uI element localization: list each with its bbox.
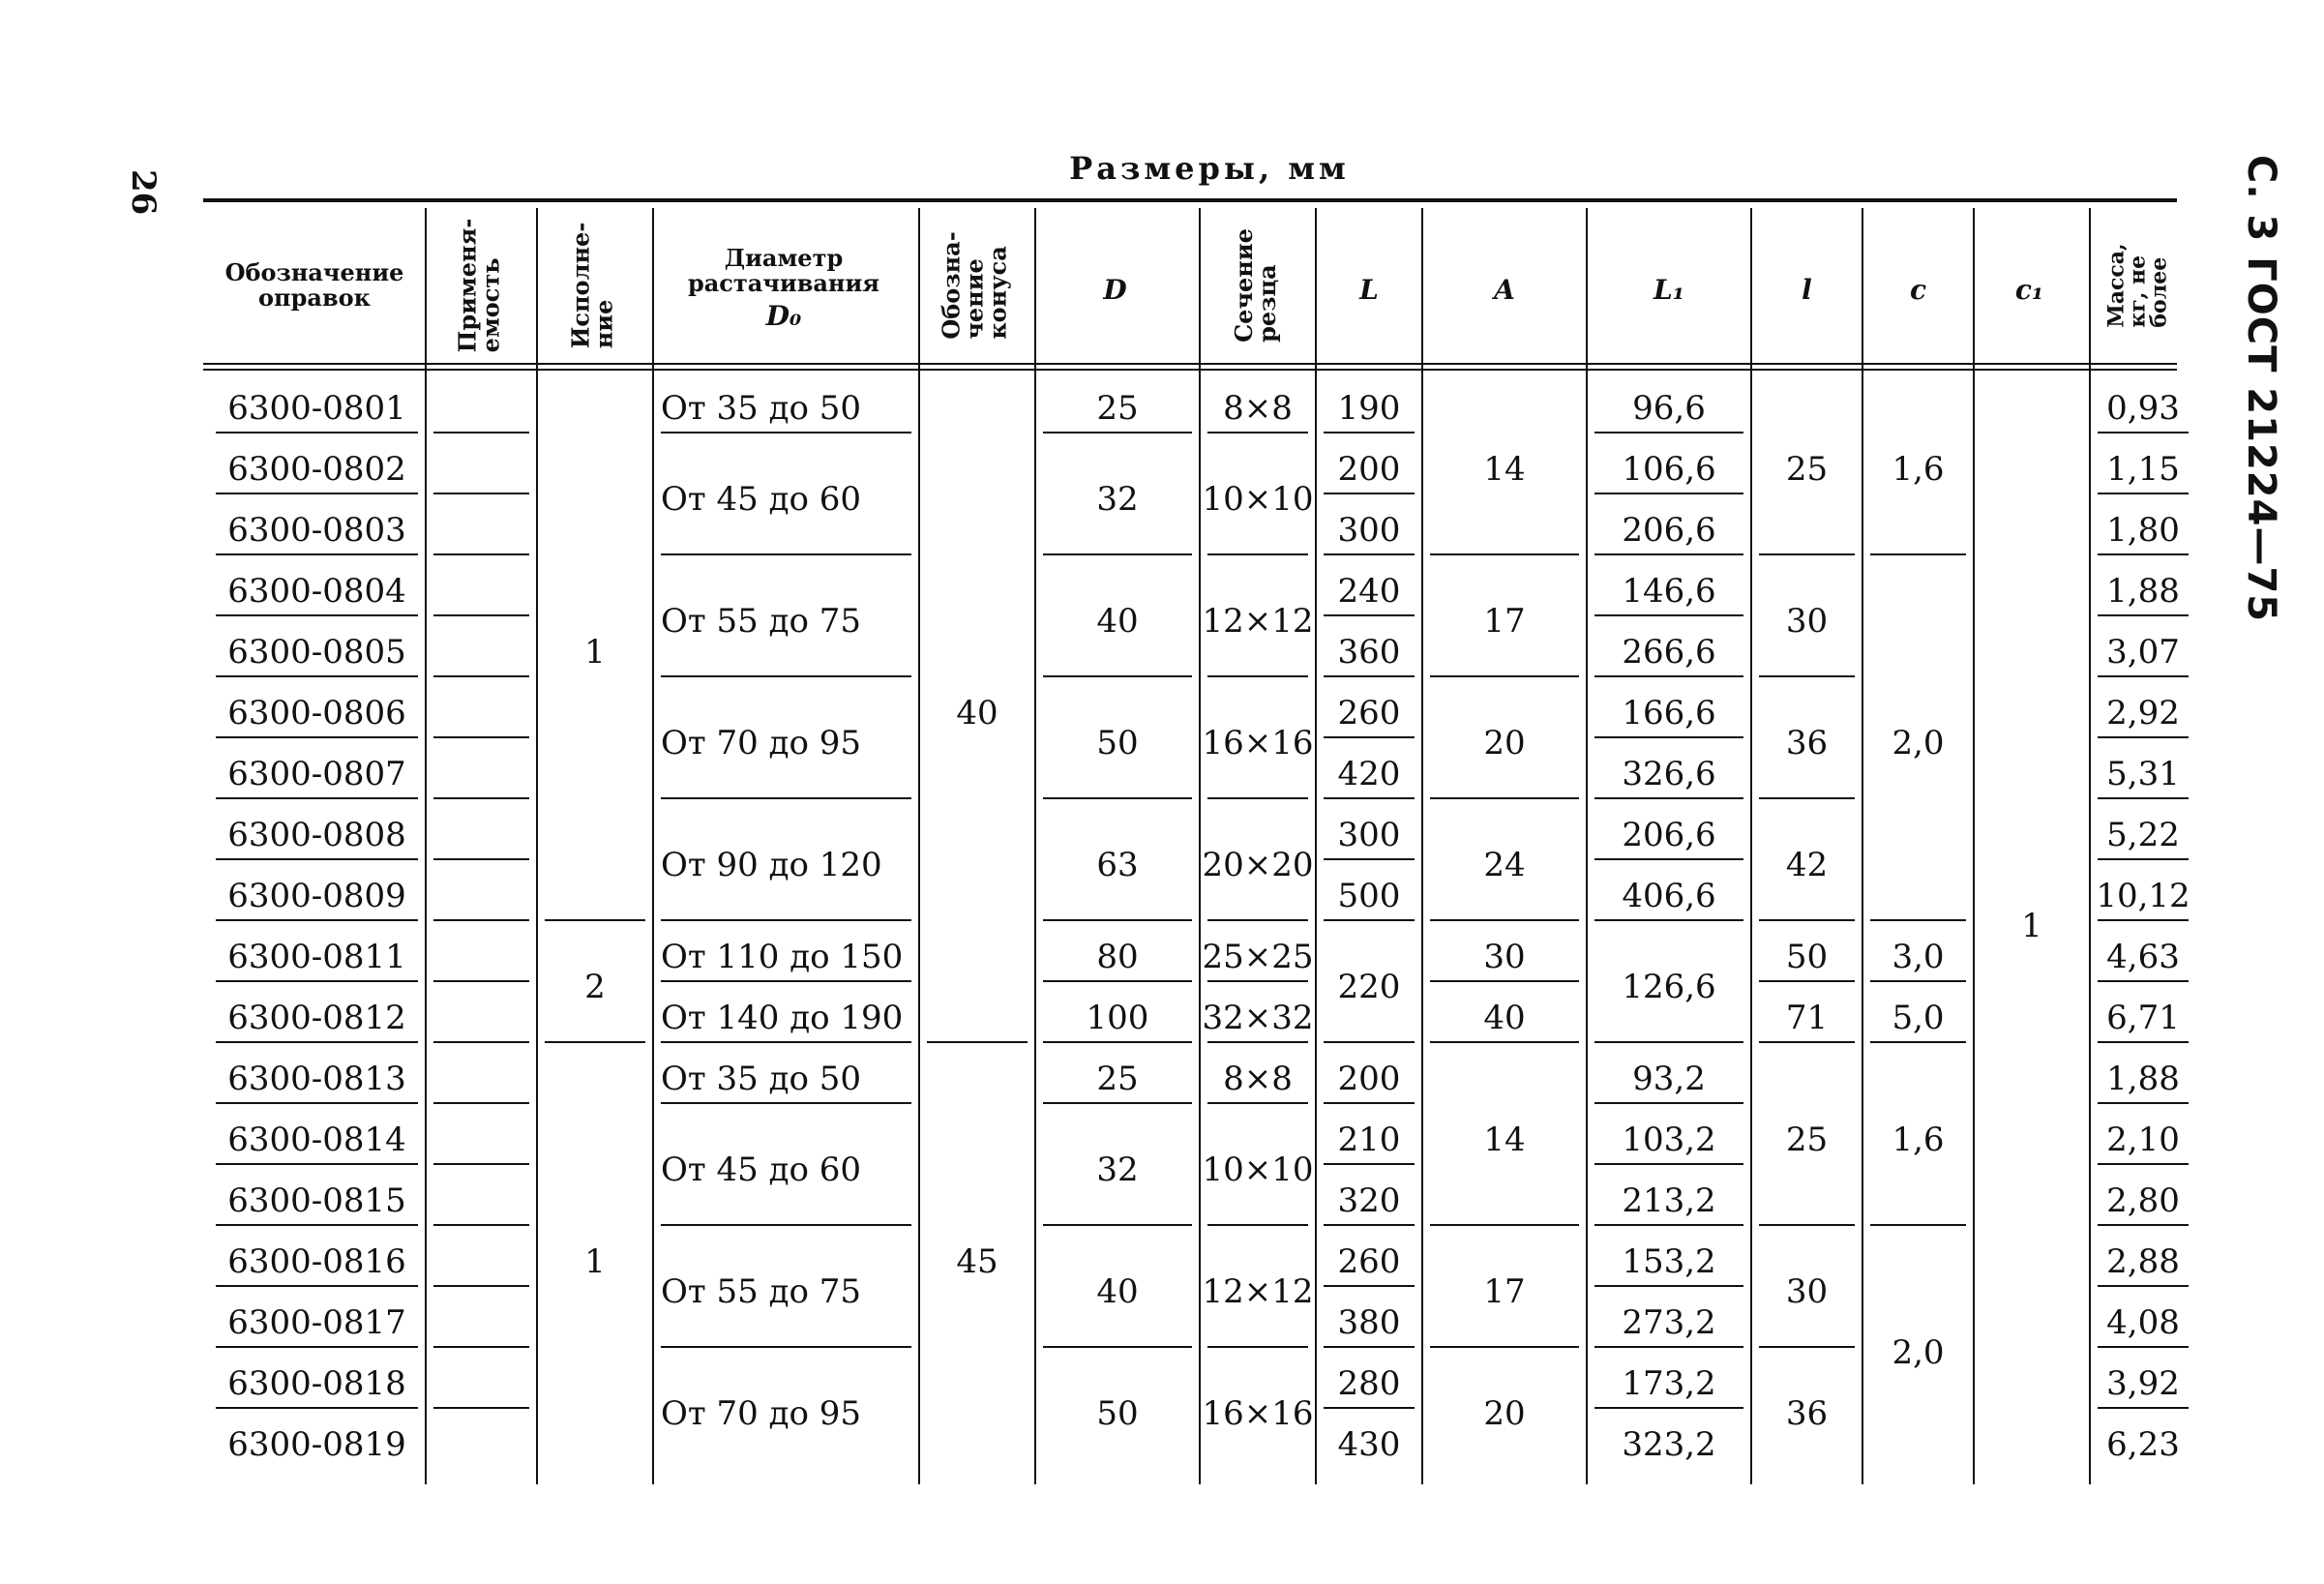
mass-cell: 5,22 — [2106, 815, 2180, 854]
l-cell: 25 — [1785, 1120, 1829, 1159]
L1-cell: 273,2 — [1622, 1302, 1716, 1342]
cutter-section-cell: 10×10 — [1202, 1151, 1314, 1189]
l-cell: 36 — [1785, 1394, 1829, 1433]
designation-cell: 6300-0806 — [227, 693, 406, 732]
cutter-section-cell: 8×8 — [1223, 1059, 1293, 1098]
header-mass-text: Масса, кг, не более — [2104, 243, 2172, 328]
cutter-section-cell: 32×32 — [1202, 998, 1314, 1037]
L-cell: 220 — [1337, 968, 1401, 1006]
L-cell: 200 — [1337, 449, 1401, 489]
designation-cell: 6300-0803 — [227, 510, 406, 550]
header-c-text: c — [1909, 274, 1927, 306]
header-mass — [2090, 213, 2187, 358]
header-L — [1316, 252, 1422, 329]
header-cone — [919, 213, 1030, 358]
designation-cell: 6300-0815 — [227, 1181, 406, 1220]
L-cell: 280 — [1337, 1363, 1401, 1403]
header-bore-diameter — [653, 237, 914, 305]
l-cell: 30 — [1785, 602, 1829, 641]
mass-cell: 0,93 — [2106, 388, 2180, 428]
mass-cell: 5,31 — [2106, 754, 2180, 793]
mass-cell: 6,71 — [2106, 998, 2180, 1037]
D-cell: 50 — [1096, 1394, 1139, 1433]
l-cell: 71 — [1785, 998, 1829, 1037]
L-cell: 420 — [1337, 754, 1401, 793]
designation-cell: 6300-0819 — [227, 1424, 406, 1464]
cone-cell: 40 — [956, 693, 998, 732]
D-cell: 25 — [1096, 388, 1139, 428]
L-cell: 380 — [1337, 1302, 1401, 1342]
L1-cell: 213,2 — [1622, 1181, 1716, 1220]
L-cell: 190 — [1337, 388, 1401, 428]
mass-cell: 2,88 — [2106, 1241, 2180, 1281]
L1-cell: 146,6 — [1622, 571, 1716, 611]
L-cell: 260 — [1337, 693, 1401, 732]
L1-cell: 96,6 — [1632, 388, 1706, 428]
bore-range-cell: От 35 до 50 — [661, 1059, 862, 1098]
cutter-section-cell: 10×10 — [1202, 480, 1314, 519]
c-cell: 2,0 — [1892, 724, 1945, 762]
L-cell: 200 — [1337, 1059, 1401, 1098]
cutter-section-cell: 12×12 — [1202, 1272, 1314, 1311]
header-designation — [208, 223, 421, 348]
mass-cell: 4,63 — [2106, 937, 2180, 976]
L-cell: 360 — [1337, 632, 1401, 672]
cutter-section-cell: 12×12 — [1202, 602, 1314, 641]
D-cell: 100 — [1086, 998, 1149, 1037]
header-bore-diameter-symbol-text: D₀ — [765, 300, 802, 332]
L-cell: 500 — [1337, 876, 1401, 915]
l-cell: 25 — [1785, 449, 1829, 489]
designation-cell: 6300-0804 — [227, 571, 406, 611]
A-cell: 14 — [1483, 1120, 1526, 1159]
L1-cell: 153,2 — [1622, 1241, 1716, 1281]
bore-range-cell: От 55 до 75 — [661, 1272, 862, 1311]
page-number: 26 — [124, 169, 163, 216]
D-cell: 25 — [1096, 1059, 1139, 1098]
mass-cell: 1,88 — [2106, 1059, 2180, 1098]
A-cell: 24 — [1483, 846, 1526, 884]
L1-cell: 103,2 — [1622, 1120, 1716, 1159]
L1-cell: 206,6 — [1622, 815, 1716, 854]
header-designation-text: Обозначение оправок — [224, 258, 404, 312]
D-cell: 50 — [1096, 724, 1139, 762]
designation-cell: 6300-0816 — [227, 1241, 406, 1281]
bore-range-cell: От 55 до 75 — [661, 602, 862, 641]
mass-cell: 4,08 — [2106, 1302, 2180, 1342]
cutter-section-cell: 25×25 — [1202, 937, 1314, 976]
L-cell: 210 — [1337, 1120, 1401, 1159]
header-version-text: Исполне- ние — [566, 222, 618, 349]
bore-range-cell: От 110 до 150 — [661, 937, 904, 976]
bore-range-cell: От 45 до 60 — [661, 1151, 862, 1189]
designation-cell: 6300-0801 — [227, 388, 406, 428]
A-cell: 20 — [1483, 724, 1526, 762]
L1-cell: 206,6 — [1622, 510, 1716, 550]
c-cell: 2,0 — [1892, 1333, 1945, 1372]
designation-cell: 6300-0812 — [227, 998, 406, 1037]
c-cell: 1,6 — [1892, 1120, 1945, 1159]
version-cell: 1 — [584, 632, 606, 672]
mass-cell: 1,15 — [2106, 449, 2180, 489]
header-A-text: A — [1494, 274, 1515, 306]
A-cell: 14 — [1483, 449, 1526, 489]
header-D — [1035, 252, 1195, 329]
c-cell: 1,6 — [1892, 449, 1945, 489]
designation-cell: 6300-0809 — [227, 876, 406, 915]
version-cell: 1 — [584, 1241, 606, 1281]
designation-cell: 6300-0818 — [227, 1363, 406, 1403]
header-c — [1862, 252, 1974, 329]
bore-range-cell: От 70 до 95 — [661, 724, 862, 762]
A-cell: 40 — [1483, 998, 1526, 1037]
A-cell: 20 — [1483, 1394, 1526, 1433]
mass-cell: 6,23 — [2106, 1424, 2180, 1464]
bore-range-cell: От 70 до 95 — [661, 1394, 862, 1433]
header-L1-text: L₁ — [1654, 274, 1684, 306]
cutter-section-cell: 8×8 — [1223, 388, 1293, 428]
designation-cell: 6300-0808 — [227, 815, 406, 854]
designation-cell: 6300-0805 — [227, 632, 406, 672]
l-cell: 50 — [1785, 937, 1829, 976]
L1-cell: 323,2 — [1622, 1424, 1716, 1464]
mass-cell: 1,88 — [2106, 571, 2180, 611]
header-l-text: l — [1802, 274, 1812, 306]
mass-cell: 2,10 — [2106, 1120, 2180, 1159]
D-cell: 80 — [1096, 937, 1139, 976]
L1-cell: 326,6 — [1622, 754, 1716, 793]
version-cell: 2 — [584, 968, 606, 1006]
header-c1-text: c₁ — [2014, 274, 2044, 306]
l-cell: 42 — [1785, 846, 1829, 884]
designation-cell: 6300-0817 — [227, 1302, 406, 1342]
designation-cell: 6300-0814 — [227, 1120, 406, 1159]
D-cell: 32 — [1096, 480, 1139, 519]
header-cutter-section — [1200, 213, 1311, 358]
mass-cell: 3,92 — [2106, 1363, 2180, 1403]
header-applicability — [426, 213, 532, 358]
cone-cell: 45 — [956, 1241, 998, 1281]
L-cell: 300 — [1337, 510, 1401, 550]
D-cell: 40 — [1096, 602, 1139, 641]
header-bore-diameter-symbol — [653, 300, 914, 333]
cutter-section-cell: 20×20 — [1202, 846, 1314, 884]
L1-cell: 166,6 — [1622, 693, 1716, 732]
mass-cell: 2,80 — [2106, 1181, 2180, 1220]
header-c1 — [1974, 252, 2085, 329]
designation-cell: 6300-0813 — [227, 1059, 406, 1098]
c-cell: 5,0 — [1892, 998, 1945, 1037]
designation-cell: 6300-0811 — [227, 937, 406, 976]
A-cell: 30 — [1483, 937, 1526, 976]
c1-cell: 1 — [2021, 907, 2042, 945]
l-cell: 30 — [1785, 1272, 1829, 1311]
A-cell: 17 — [1483, 1272, 1526, 1311]
header-A — [1422, 252, 1587, 329]
bore-range-cell: От 45 до 60 — [661, 480, 862, 519]
A-cell: 17 — [1483, 602, 1526, 641]
l-cell: 36 — [1785, 724, 1829, 762]
L1-cell: 173,2 — [1622, 1363, 1716, 1403]
mass-cell: 1,80 — [2106, 510, 2180, 550]
header-cone-text: Обозна- чение конуса — [937, 231, 1012, 340]
header-l — [1751, 252, 1862, 329]
L1-cell: 266,6 — [1622, 632, 1716, 672]
cutter-section-cell: 16×16 — [1202, 1394, 1314, 1433]
L-cell: 260 — [1337, 1241, 1401, 1281]
mass-cell: 3,07 — [2106, 632, 2180, 672]
mass-cell: 2,92 — [2106, 693, 2180, 732]
header-version — [537, 213, 648, 358]
header-L1 — [1587, 252, 1751, 329]
L1-cell: 126,6 — [1622, 968, 1716, 1006]
table-caption: Размеры, мм — [1069, 150, 1350, 187]
D-cell: 63 — [1096, 846, 1139, 884]
cutter-section-cell: 16×16 — [1202, 724, 1314, 762]
designation-cell: 6300-0802 — [227, 449, 406, 489]
D-cell: 40 — [1096, 1272, 1139, 1311]
header-bore-diameter-text: Диаметр растачивания — [687, 244, 880, 297]
bore-range-cell: От 90 до 120 — [661, 846, 882, 884]
L-cell: 430 — [1337, 1424, 1401, 1464]
document-reference: С. 3 ГОСТ 21224—75 — [2239, 155, 2283, 623]
L1-cell: 93,2 — [1632, 1059, 1706, 1098]
bore-range-cell: От 35 до 50 — [661, 388, 862, 428]
D-cell: 32 — [1096, 1151, 1139, 1189]
header-L-text: L — [1359, 274, 1379, 306]
L1-cell: 106,6 — [1622, 449, 1716, 489]
header-applicability-text: Применя- емость — [453, 218, 504, 353]
L-cell: 240 — [1337, 571, 1401, 611]
header-cutter-section-text: Сечение резца — [1229, 228, 1281, 343]
L1-cell: 406,6 — [1622, 876, 1716, 915]
bore-range-cell: От 140 до 190 — [661, 998, 904, 1037]
mass-cell: 10,12 — [2096, 876, 2190, 915]
designation-cell: 6300-0807 — [227, 754, 406, 793]
c-cell: 3,0 — [1892, 937, 1945, 976]
L-cell: 320 — [1337, 1181, 1401, 1220]
L-cell: 300 — [1337, 815, 1401, 854]
header-D-text: D — [1103, 274, 1127, 306]
